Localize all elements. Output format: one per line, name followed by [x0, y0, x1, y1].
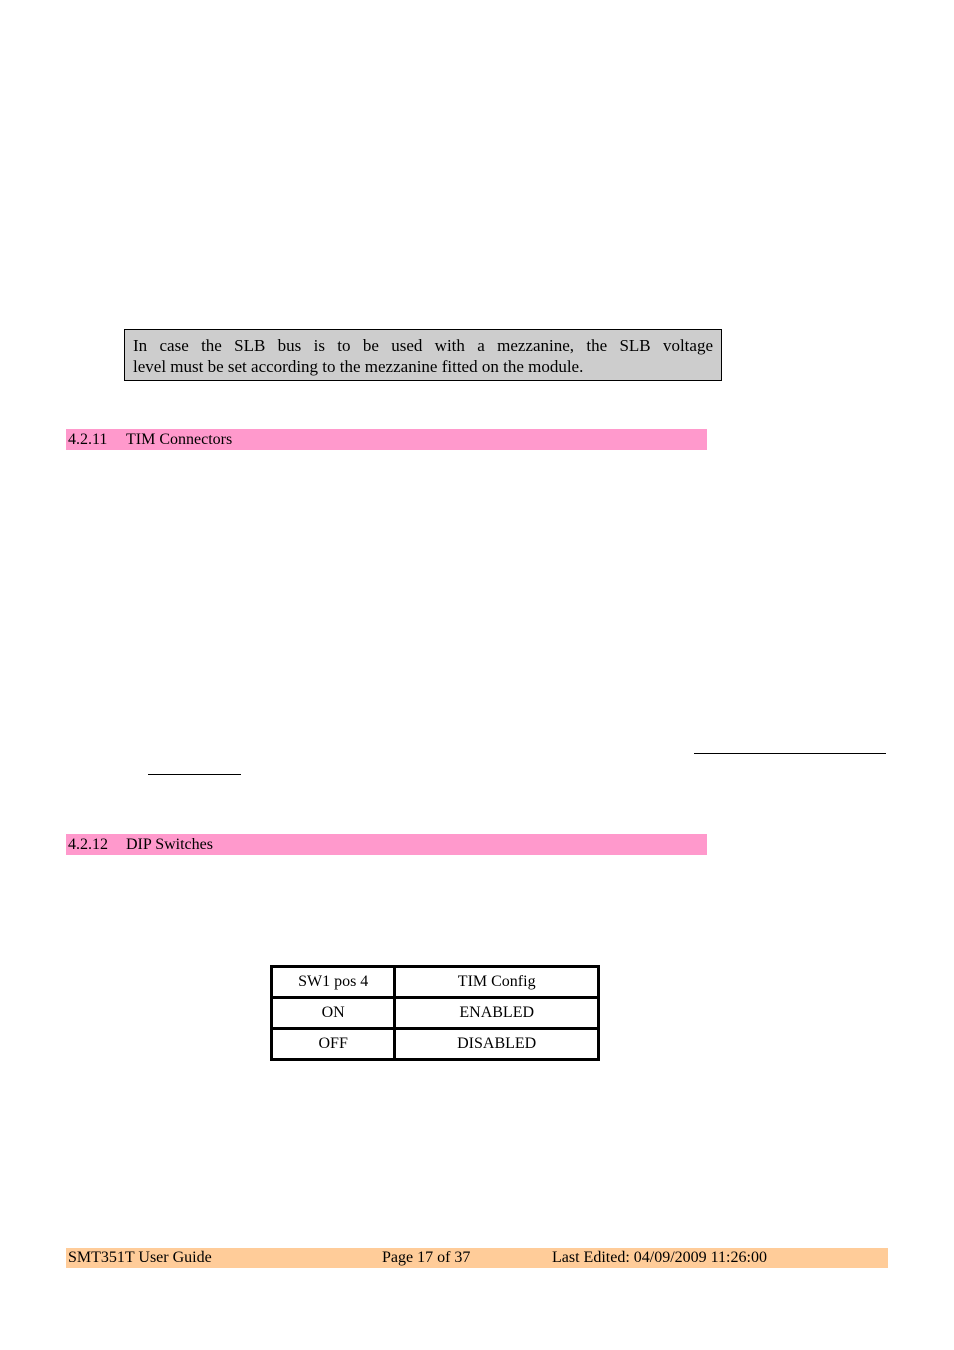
section-title: DIP Switches [126, 836, 213, 853]
table-cell: DISABLED [395, 1029, 599, 1060]
footer-page-number: Page 17 of 37 [382, 1249, 471, 1266]
table-row [272, 998, 599, 1029]
hyperlink-underline[interactable] [694, 753, 886, 754]
table-header-cell: TIM Config [395, 967, 599, 998]
footer-last-edited: Last Edited: 04/09/2009 11:26:00 [552, 1249, 767, 1266]
table-cell: ON [272, 998, 395, 1029]
page-footer [66, 1248, 888, 1268]
footer-guide-title: SMT351T User Guide [68, 1249, 212, 1266]
hyperlink-underline-continued[interactable] [148, 774, 241, 775]
section-number: 4.2.12 [68, 836, 108, 853]
note-line-1: In case the SLB bus is to be used with a mezzanine, the SLB voltage [133, 336, 713, 355]
table-cell: ENABLED [395, 998, 599, 1029]
dip-switch-table [270, 965, 600, 1061]
slb-voltage-note [124, 329, 722, 381]
section-heading-dip-switches [66, 834, 707, 855]
section-title: TIM Connectors [126, 431, 233, 448]
section-heading-tim-connectors [66, 429, 707, 450]
table-header-row [272, 967, 599, 998]
table-header-cell: SW1 pos 4 [272, 967, 395, 998]
table-cell: OFF [272, 1029, 395, 1060]
note-line-2: level must be set according to the mezzanine fitted on the module. [133, 357, 584, 376]
table-row [272, 1029, 599, 1060]
section-number: 4.2.11 [68, 431, 108, 448]
